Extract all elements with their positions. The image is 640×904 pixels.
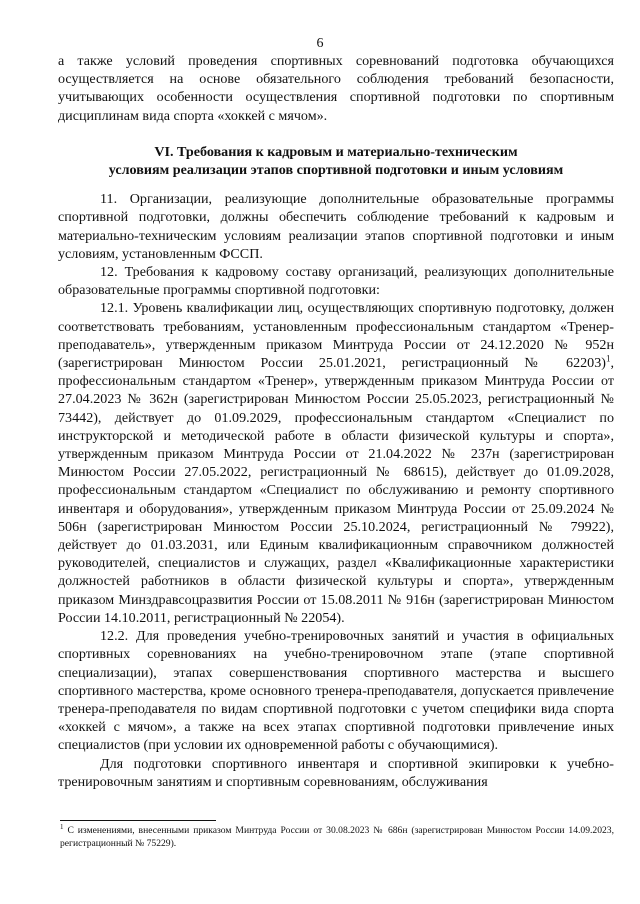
section-title-line-1: VI. Требования к кадровым и материально-техническим bbox=[154, 143, 518, 160]
section-title-line-2: условиям реализации этапов спортивной подготовки и иным условиям bbox=[108, 162, 564, 179]
paragraph-12-2: 12.2. Для проведения учебно-тренировочных занятий и участия в официальных спортивных соревнованиях на учебно-тренировочном этапе (этапе спортивной специализации), этапах совершенствования спортивного мастерства и высшего спортивного мастерства, кроме основного тренера-преподавателя, допускается привлечение тренера-преподавателя по видам спортивной подготовки с учетом специфики вида спорта «хоккей с мячом», а также на всех этапах спортивной подготовки привлечение иных специалистов (при условии их одновременной работы с обучающимися). bbox=[58, 628, 614, 754]
page-number: 6 bbox=[316, 36, 324, 51]
paragraph-12-1-part-1: 12.1. Уровень квалификации лиц, осуществляющих спортивную подготовку, должен соответствовать требованиям, установленным профессиональным стандартом «Тренер-преподаватель», утвержденным приказом Минтруда России от 24.12.2020 № 952н (зарегистрирован Минюстом России 25.01.2021, регистрационный № 62203) bbox=[58, 300, 614, 372]
footnote-text: С изменениями, внесенными приказом Минтруда России от 30.08.2023 № 686н (зарегистрирован Минюстом России 14.09.2023, регистрационный № 75229). bbox=[60, 825, 614, 849]
paragraph-12-1-part-2: , профессиональным стандартом «Тренер», утвержденным приказом Минтруда России от 27.04.2023 № 362н (зарегистрирован Минюстом России 25.05.2023, регистрационный № 73442), действует до 01.09.2029, профессиональным стандартом «Специалист по инструкторской и методической работе в области физической культуры и спорта», утвержденным приказом Минтруда России от 21.04.2022 № 237н (зарегистрирован Минюстом России 27.05.2022, регистрационный № 68615), действует до 01.09.2028, профессиональным стандартом «Специалист по обслуживанию и ремонту спортивного инвентаря и оборудования», утвержденным приказом Минтруда России от 25.09.2024 № 506н (зарегистрирован Минюстом России 25.10.2024, регистрационный № 79922), действует до 01.03.2031, или Единым квалификационным справочником должностей руководителей, специалистов и служащих, раздел «Квалификационные характеристики должностей работников в области физической культуры и спорта», утвержденным приказом Минздравсоцразвития России от 15.08.2011 № 916н (зарегистрирован Минюстом России 14.10.2011, регистрационный № 22054). bbox=[58, 355, 614, 626]
footnote bbox=[60, 824, 614, 850]
footnote-divider bbox=[60, 820, 216, 821]
paragraph-12: 12. Требования к кадровому составу организаций, реализующих дополнительные образовательные программы спортивной подготовки: bbox=[58, 264, 614, 299]
document-body bbox=[58, 52, 614, 791]
paragraph-12-1 bbox=[58, 299, 614, 627]
footnote-reference[interactable]: 1 bbox=[605, 353, 611, 364]
paragraph-11: 11. Организации, реализующие дополнительные образовательные программы спортивной подготовки, должны обеспечить соблюдение требований к кадровым и материально-техническим условиям реализации этапов спортивной подготовки и иным условиям, установленным ФССП. bbox=[58, 191, 614, 262]
intro-paragraph: а также условий проведения спортивных соревнований подготовка обучающихся осуществляется на основе обязательного соблюдения требований безопасности, учитывающих особенности осуществления спортивной подготовки по спортивным дисциплинам вида спорта «хоккей с мячом». bbox=[58, 53, 614, 124]
footnote-marker: 1 bbox=[60, 822, 64, 831]
paragraph-equipment: Для подготовки спортивного инвентаря и спортивной экипировки к учебно-тренировочным занятиям и спортивным соревнованиям, обслуживания bbox=[58, 755, 614, 790]
section-heading bbox=[58, 143, 614, 179]
